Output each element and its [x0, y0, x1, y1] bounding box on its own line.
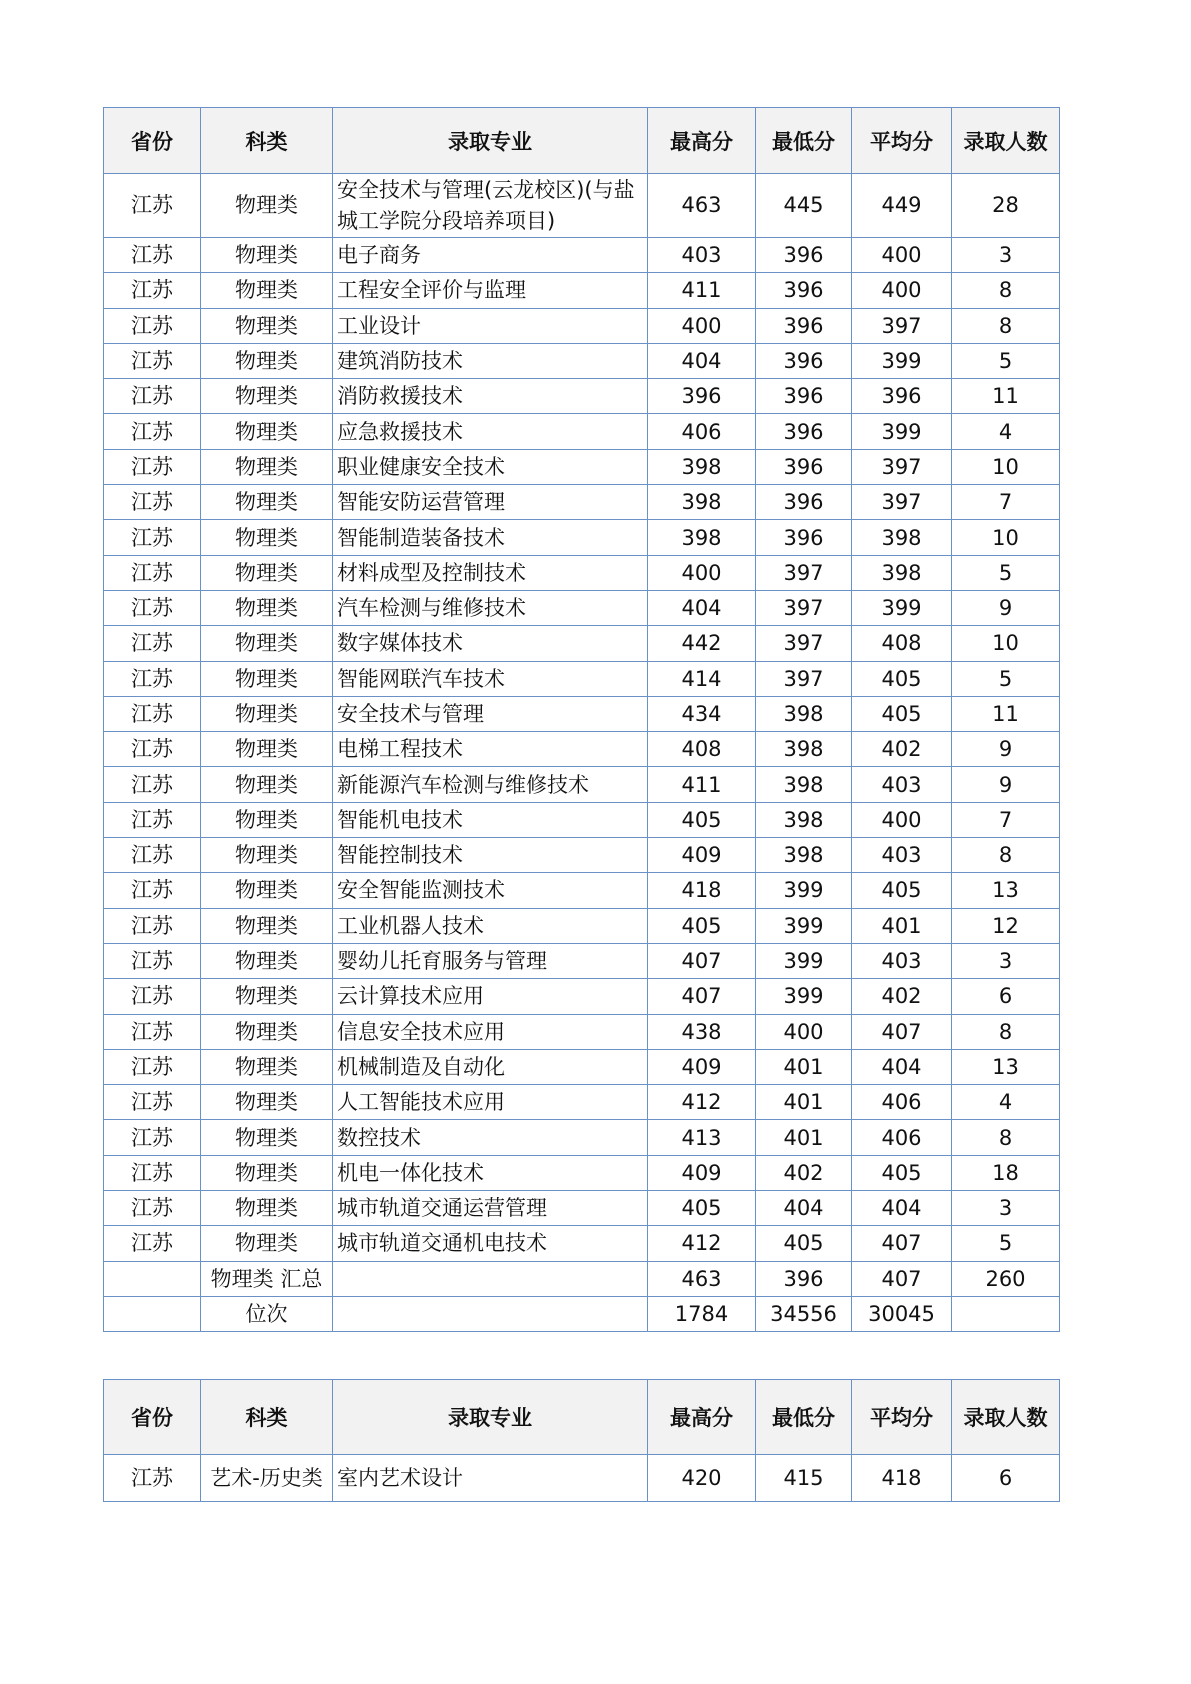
cell-avg-score: 405: [852, 873, 952, 908]
cell-avg-score: 407: [852, 1226, 952, 1261]
cell-admitted-count: 10: [952, 449, 1060, 484]
cell-max-score: 1784: [648, 1296, 756, 1331]
cell-province: 江苏: [104, 343, 201, 378]
cell-major: 消防救援技术: [333, 379, 648, 414]
cell-avg-score: 403: [852, 767, 952, 802]
cell-admitted-count: 3: [952, 1191, 1060, 1226]
cell-admitted-count: 10: [952, 626, 1060, 661]
cell-province: 江苏: [104, 802, 201, 837]
cell-min-score: 396: [756, 273, 852, 308]
cell-admitted-count: 3: [952, 943, 1060, 978]
table-row: [104, 767, 1060, 802]
cell-max-score: 405: [648, 802, 756, 837]
cell-admitted-count: 11: [952, 696, 1060, 731]
header-major: 录取专业: [333, 108, 648, 174]
cell-category: 物理类 汇总: [201, 1261, 333, 1296]
cell-max-score: 420: [648, 1455, 756, 1502]
cell-min-score: 399: [756, 873, 852, 908]
cell-major: 室内艺术设计: [333, 1455, 648, 1502]
cell-max-score: 409: [648, 1155, 756, 1190]
cell-avg-score: 397: [852, 449, 952, 484]
table-row: [104, 661, 1060, 696]
cell-avg-score: 405: [852, 1155, 952, 1190]
cell-major: 安全技术与管理: [333, 696, 648, 731]
cell-major: 数字媒体技术: [333, 626, 648, 661]
cell-avg-score: 400: [852, 238, 952, 273]
table-row: [104, 1014, 1060, 1049]
table-row: [104, 1085, 1060, 1120]
cell-admitted-count: 10: [952, 520, 1060, 555]
header-admitted-count: 录取人数: [952, 1380, 1060, 1455]
table-row: [104, 908, 1060, 943]
cell-province: 江苏: [104, 1155, 201, 1190]
cell-avg-score: 400: [852, 273, 952, 308]
cell-max-score: 412: [648, 1085, 756, 1120]
cell-province: 江苏: [104, 485, 201, 520]
cell-min-score: 396: [756, 520, 852, 555]
cell-avg-score: 397: [852, 485, 952, 520]
cell-major: 智能机电技术: [333, 802, 648, 837]
cell-major: 安全技术与管理(云龙校区)(与盐城工学院分段培养项目): [333, 174, 648, 238]
header-category: 科类: [201, 1380, 333, 1455]
table-row: [104, 626, 1060, 661]
cell-province: 江苏: [104, 379, 201, 414]
cell-min-score: 396: [756, 485, 852, 520]
cell-major: 智能网联汽车技术: [333, 661, 648, 696]
cell-avg-score: 399: [852, 343, 952, 378]
cell-avg-score: 398: [852, 555, 952, 590]
cell-category: 物理类: [201, 908, 333, 943]
header-max-score: 最高分: [648, 1380, 756, 1455]
table-row: [104, 1191, 1060, 1226]
cell-major: 机电一体化技术: [333, 1155, 648, 1190]
cell-major: 信息安全技术应用: [333, 1014, 648, 1049]
cell-min-score: 398: [756, 767, 852, 802]
cell-avg-score: 396: [852, 379, 952, 414]
cell-major: 材料成型及控制技术: [333, 555, 648, 590]
cell-admitted-count: 4: [952, 1085, 1060, 1120]
table-row: [104, 273, 1060, 308]
cell-max-score: 405: [648, 908, 756, 943]
cell-admitted-count: [952, 1296, 1060, 1331]
cell-max-score: 403: [648, 238, 756, 273]
table-row: [104, 1155, 1060, 1190]
cell-category: 物理类: [201, 308, 333, 343]
cell-max-score: 418: [648, 873, 756, 908]
cell-admitted-count: 8: [952, 1014, 1060, 1049]
cell-max-score: 407: [648, 943, 756, 978]
cell-min-score: 405: [756, 1226, 852, 1261]
cell-admitted-count: 18: [952, 1155, 1060, 1190]
table-row: [104, 943, 1060, 978]
cell-min-score: 396: [756, 308, 852, 343]
cell-category: 物理类: [201, 1155, 333, 1190]
cell-category: 位次: [201, 1296, 333, 1331]
rank-row: [104, 1296, 1060, 1331]
table-row: [104, 1120, 1060, 1155]
cell-avg-score: 397: [852, 308, 952, 343]
cell-major: 工业机器人技术: [333, 908, 648, 943]
cell-min-score: 400: [756, 1014, 852, 1049]
cell-min-score: 399: [756, 979, 852, 1014]
cell-avg-score: 418: [852, 1455, 952, 1502]
cell-min-score: 398: [756, 696, 852, 731]
cell-admitted-count: 9: [952, 767, 1060, 802]
cell-category: 物理类: [201, 1014, 333, 1049]
cell-province: [104, 1261, 201, 1296]
table-row: [104, 485, 1060, 520]
cell-avg-score: 402: [852, 979, 952, 1014]
cell-max-score: 414: [648, 661, 756, 696]
cell-major: 婴幼儿托育服务与管理: [333, 943, 648, 978]
header-avg-score: 平均分: [852, 1380, 952, 1455]
cell-min-score: 396: [756, 414, 852, 449]
cell-category: 物理类: [201, 873, 333, 908]
header-major: 录取专业: [333, 1380, 648, 1455]
cell-admitted-count: 8: [952, 273, 1060, 308]
cell-major: 汽车检测与维修技术: [333, 590, 648, 625]
cell-max-score: 408: [648, 732, 756, 767]
cell-max-score: 411: [648, 767, 756, 802]
cell-category: 物理类: [201, 732, 333, 767]
header-admitted-count: 录取人数: [952, 108, 1060, 174]
cell-max-score: 398: [648, 485, 756, 520]
cell-major: 云计算技术应用: [333, 979, 648, 1014]
cell-admitted-count: 6: [952, 979, 1060, 1014]
cell-category: 物理类: [201, 485, 333, 520]
cell-province: 江苏: [104, 732, 201, 767]
cell-admitted-count: 13: [952, 1049, 1060, 1084]
cell-category: 物理类: [201, 1085, 333, 1120]
cell-major: 职业健康安全技术: [333, 449, 648, 484]
cell-max-score: 434: [648, 696, 756, 731]
table-row: [104, 802, 1060, 837]
admission-table-art-history: [103, 1379, 1060, 1502]
cell-min-score: 398: [756, 732, 852, 767]
cell-category: 物理类: [201, 661, 333, 696]
cell-admitted-count: 5: [952, 343, 1060, 378]
cell-province: 江苏: [104, 767, 201, 802]
cell-max-score: 404: [648, 343, 756, 378]
cell-province: 江苏: [104, 273, 201, 308]
cell-province: 江苏: [104, 1049, 201, 1084]
cell-category: 物理类: [201, 767, 333, 802]
cell-admitted-count: 13: [952, 873, 1060, 908]
table-row: [104, 590, 1060, 625]
table-row: [104, 343, 1060, 378]
table-row: [104, 732, 1060, 767]
cell-max-score: 442: [648, 626, 756, 661]
cell-province: 江苏: [104, 555, 201, 590]
cell-avg-score: 399: [852, 414, 952, 449]
cell-province: 江苏: [104, 873, 201, 908]
cell-category: 物理类: [201, 1120, 333, 1155]
cell-admitted-count: 9: [952, 590, 1060, 625]
cell-major: 机械制造及自动化: [333, 1049, 648, 1084]
cell-max-score: 438: [648, 1014, 756, 1049]
cell-category: 物理类: [201, 174, 333, 238]
cell-min-score: 396: [756, 343, 852, 378]
header-min-score: 最低分: [756, 1380, 852, 1455]
cell-province: 江苏: [104, 590, 201, 625]
cell-max-score: 412: [648, 1226, 756, 1261]
cell-province: 江苏: [104, 908, 201, 943]
cell-province: 江苏: [104, 1191, 201, 1226]
cell-province: 江苏: [104, 626, 201, 661]
cell-avg-score: 403: [852, 838, 952, 873]
table-row: [104, 174, 1060, 238]
cell-avg-score: 405: [852, 696, 952, 731]
cell-major: 电子商务: [333, 238, 648, 273]
cell-province: 江苏: [104, 943, 201, 978]
cell-province: 江苏: [104, 1226, 201, 1261]
cell-major: 数控技术: [333, 1120, 648, 1155]
cell-admitted-count: 11: [952, 379, 1060, 414]
cell-province: 江苏: [104, 979, 201, 1014]
cell-category: 物理类: [201, 520, 333, 555]
cell-category: 物理类: [201, 238, 333, 273]
header-max-score: 最高分: [648, 108, 756, 174]
cell-admitted-count: 8: [952, 1120, 1060, 1155]
cell-avg-score: 404: [852, 1049, 952, 1084]
cell-min-score: 401: [756, 1120, 852, 1155]
cell-min-score: 396: [756, 238, 852, 273]
cell-major: 工程安全评价与监理: [333, 273, 648, 308]
cell-avg-score: 399: [852, 590, 952, 625]
cell-admitted-count: 7: [952, 802, 1060, 837]
cell-avg-score: 403: [852, 943, 952, 978]
cell-major: 智能安防运营管理: [333, 485, 648, 520]
cell-admitted-count: 28: [952, 174, 1060, 238]
table-row: [104, 1049, 1060, 1084]
cell-province: 江苏: [104, 1014, 201, 1049]
cell-major: 城市轨道交通机电技术: [333, 1226, 648, 1261]
table-header-row: [104, 1380, 1060, 1455]
cell-admitted-count: 4: [952, 414, 1060, 449]
table-row: [104, 873, 1060, 908]
cell-province: 江苏: [104, 1120, 201, 1155]
table-body: [104, 1455, 1060, 1502]
header-avg-score: 平均分: [852, 108, 952, 174]
cell-category: 物理类: [201, 1226, 333, 1261]
cell-major: 智能控制技术: [333, 838, 648, 873]
cell-province: 江苏: [104, 661, 201, 696]
cell-category: 物理类: [201, 1191, 333, 1226]
cell-admitted-count: 5: [952, 661, 1060, 696]
cell-avg-score: 406: [852, 1085, 952, 1120]
summary-row: [104, 1261, 1060, 1296]
cell-province: 江苏: [104, 838, 201, 873]
cell-min-score: 397: [756, 590, 852, 625]
cell-max-score: 404: [648, 590, 756, 625]
table-row: [104, 449, 1060, 484]
cell-province: 江苏: [104, 238, 201, 273]
cell-major: 应急救援技术: [333, 414, 648, 449]
cell-major: 电梯工程技术: [333, 732, 648, 767]
header-category: 科类: [201, 108, 333, 174]
cell-admitted-count: 8: [952, 308, 1060, 343]
cell-category: 物理类: [201, 273, 333, 308]
cell-category: 物理类: [201, 414, 333, 449]
cell-min-score: 397: [756, 555, 852, 590]
cell-avg-score: 401: [852, 908, 952, 943]
table-row: [104, 379, 1060, 414]
cell-avg-score: 398: [852, 520, 952, 555]
cell-category: 艺术-历史类: [201, 1455, 333, 1502]
cell-admitted-count: 5: [952, 555, 1060, 590]
cell-category: 物理类: [201, 838, 333, 873]
cell-category: 物理类: [201, 802, 333, 837]
cell-province: 江苏: [104, 1085, 201, 1120]
cell-admitted-count: 6: [952, 1455, 1060, 1502]
cell-max-score: 463: [648, 1261, 756, 1296]
cell-avg-score: 449: [852, 174, 952, 238]
cell-admitted-count: 3: [952, 238, 1060, 273]
header-province: 省份: [104, 108, 201, 174]
cell-major: 建筑消防技术: [333, 343, 648, 378]
cell-min-score: 399: [756, 908, 852, 943]
cell-major: 人工智能技术应用: [333, 1085, 648, 1120]
cell-category: 物理类: [201, 626, 333, 661]
cell-max-score: 413: [648, 1120, 756, 1155]
cell-province: 江苏: [104, 1455, 201, 1502]
cell-category: 物理类: [201, 343, 333, 378]
cell-min-score: 445: [756, 174, 852, 238]
cell-min-score: 396: [756, 449, 852, 484]
table-row: [104, 979, 1060, 1014]
cell-max-score: 398: [648, 449, 756, 484]
table-row: [104, 414, 1060, 449]
cell-admitted-count: 9: [952, 732, 1060, 767]
cell-major: [333, 1296, 648, 1331]
cell-max-score: 396: [648, 379, 756, 414]
cell-avg-score: 405: [852, 661, 952, 696]
cell-max-score: 400: [648, 308, 756, 343]
cell-major: 新能源汽车检测与维修技术: [333, 767, 648, 802]
cell-avg-score: 407: [852, 1014, 952, 1049]
cell-admitted-count: 260: [952, 1261, 1060, 1296]
cell-major: 城市轨道交通运营管理: [333, 1191, 648, 1226]
cell-max-score: 400: [648, 555, 756, 590]
table-row: [104, 696, 1060, 731]
cell-min-score: 404: [756, 1191, 852, 1226]
cell-min-score: 415: [756, 1455, 852, 1502]
table-row: [104, 1226, 1060, 1261]
cell-category: 物理类: [201, 1049, 333, 1084]
cell-avg-score: 30045: [852, 1296, 952, 1331]
cell-min-score: 398: [756, 838, 852, 873]
cell-avg-score: 407: [852, 1261, 952, 1296]
cell-min-score: 402: [756, 1155, 852, 1190]
table-row: [104, 838, 1060, 873]
cell-major: 安全智能监测技术: [333, 873, 648, 908]
cell-category: 物理类: [201, 696, 333, 731]
cell-province: [104, 1296, 201, 1331]
cell-max-score: 406: [648, 414, 756, 449]
cell-avg-score: 408: [852, 626, 952, 661]
cell-avg-score: 402: [852, 732, 952, 767]
cell-min-score: 34556: [756, 1296, 852, 1331]
cell-max-score: 398: [648, 520, 756, 555]
cell-province: 江苏: [104, 174, 201, 238]
cell-min-score: 398: [756, 802, 852, 837]
cell-max-score: 409: [648, 838, 756, 873]
cell-avg-score: 404: [852, 1191, 952, 1226]
cell-category: 物理类: [201, 379, 333, 414]
cell-province: 江苏: [104, 449, 201, 484]
cell-admitted-count: 7: [952, 485, 1060, 520]
table-row: [104, 1455, 1060, 1502]
table-header-row: [104, 108, 1060, 174]
header-province: 省份: [104, 1380, 201, 1455]
cell-category: 物理类: [201, 449, 333, 484]
cell-category: 物理类: [201, 979, 333, 1014]
cell-admitted-count: 5: [952, 1226, 1060, 1261]
cell-min-score: 397: [756, 661, 852, 696]
admission-table-physics: [103, 107, 1060, 1332]
cell-category: 物理类: [201, 943, 333, 978]
table-row: [104, 308, 1060, 343]
cell-avg-score: 406: [852, 1120, 952, 1155]
cell-max-score: 405: [648, 1191, 756, 1226]
cell-max-score: 407: [648, 979, 756, 1014]
cell-major: 工业设计: [333, 308, 648, 343]
cell-category: 物理类: [201, 555, 333, 590]
cell-major: [333, 1261, 648, 1296]
cell-category: 物理类: [201, 590, 333, 625]
cell-min-score: 401: [756, 1085, 852, 1120]
cell-avg-score: 400: [852, 802, 952, 837]
cell-min-score: 401: [756, 1049, 852, 1084]
cell-max-score: 411: [648, 273, 756, 308]
cell-min-score: 396: [756, 379, 852, 414]
cell-province: 江苏: [104, 520, 201, 555]
cell-max-score: 463: [648, 174, 756, 238]
cell-province: 江苏: [104, 696, 201, 731]
table-row: [104, 238, 1060, 273]
cell-admitted-count: 12: [952, 908, 1060, 943]
table-body: [104, 174, 1060, 1332]
header-min-score: 最低分: [756, 108, 852, 174]
table-row: [104, 555, 1060, 590]
cell-province: 江苏: [104, 308, 201, 343]
cell-admitted-count: 8: [952, 838, 1060, 873]
cell-major: 智能制造装备技术: [333, 520, 648, 555]
cell-min-score: 396: [756, 1261, 852, 1296]
cell-min-score: 399: [756, 943, 852, 978]
cell-province: 江苏: [104, 414, 201, 449]
cell-min-score: 397: [756, 626, 852, 661]
cell-max-score: 409: [648, 1049, 756, 1084]
table-row: [104, 520, 1060, 555]
